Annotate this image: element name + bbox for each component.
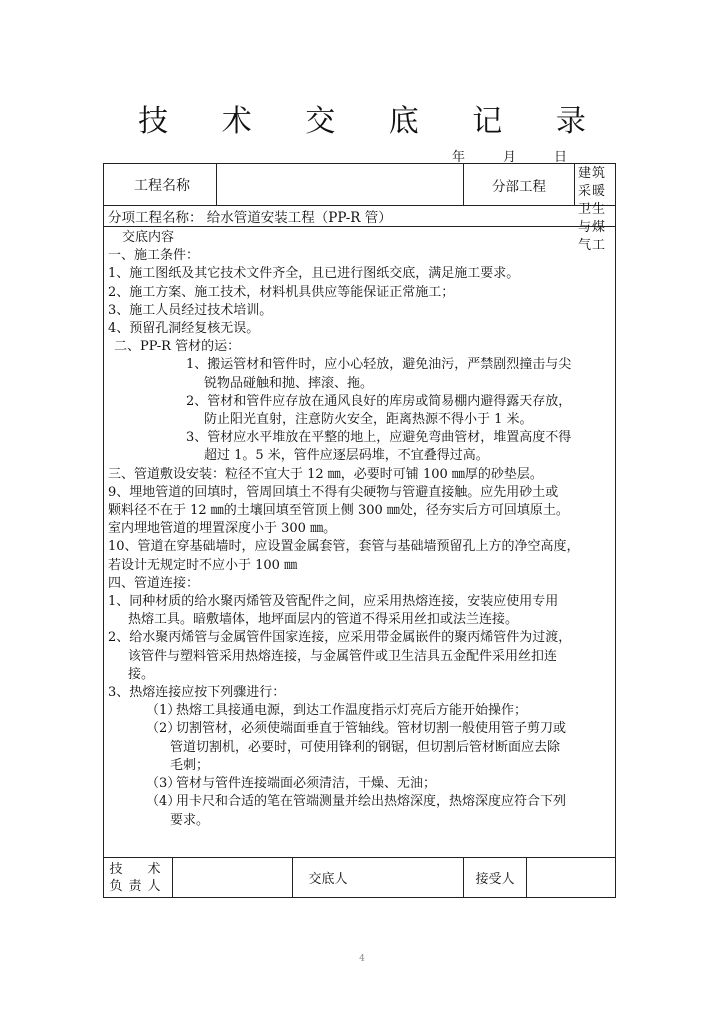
content-row [104, 227, 616, 858]
p9-line: 颗料径不在于 12 ㎜的土壤回填至管顶上侧 300 ㎜处，径夯实后方可回填原土。 [108, 503, 569, 519]
s4-item-num: 3、 [108, 685, 130, 701]
s4-item-num: 2、 [108, 630, 130, 646]
s2-item-num: 1、 [186, 357, 208, 373]
subproject-value: 给水管道安装工程（PP-R 管） [206, 210, 392, 226]
step-num: （3） [146, 776, 181, 792]
subproject-label: 分项工程名称： [108, 210, 203, 226]
step-text: 热熔工具接通电源，到达工作温度指示灯亮后方能开始操作； [176, 703, 528, 719]
s2-item-num: 3、 [186, 430, 208, 446]
s1-item: 2、施工方案、施工技术，材料机具供应等能保证正常施工； [108, 284, 455, 300]
s4-item [108, 684, 611, 702]
tech-lead-label-line1: 技 术 [109, 861, 167, 877]
content-cell [104, 227, 616, 858]
section-3-line: 三、管道敷设安装：粒径不宜大于 12 ㎜，必要时可铺 100 ㎜厚的砂垫层。 [108, 466, 543, 482]
handover-cell [292, 858, 464, 898]
s2-item-cont: 防止阳光直射，注意防火安全，距离热源不得小于 1 米。 [204, 412, 533, 428]
s2-item-text: 管材应水平堆放在平整的地上，应避免弯曲管材，堆置高度不得 [207, 430, 572, 446]
s2-item-text: 搬运管材和管件时，应小心轻放，避免油污，严禁剧烈撞击与尖 [207, 357, 572, 373]
step-text: 管材与管件连接端面必须清洁，干燥、无油； [176, 776, 437, 792]
division-label: 分部工程 [464, 164, 575, 205]
subproject-cell [104, 206, 616, 227]
project-name-label: 工程名称 [104, 164, 217, 206]
s2-item [108, 393, 611, 411]
receiver-value [527, 858, 616, 898]
s4-item-text: 同种材质的给水聚丙烯管及管配件之间，应采用热熔连接，安装应使用专用 [129, 594, 559, 610]
s4-item-text: 热熔连接应按下列骤进行： [129, 685, 286, 701]
project-name-value [216, 164, 463, 206]
tech-lead-label [104, 858, 173, 898]
header-row [104, 164, 616, 206]
s4-item [108, 593, 611, 611]
division-cell [464, 164, 615, 253]
s4-item [108, 629, 611, 647]
p9-line: 9、埋地管道的回填时，管周回填土不得有尖硬物与管避直接触。应先用砂土或 [108, 484, 559, 500]
step-cont: 管道切割机，必要时，可使用锋利的钢锯，但切割后管材断面应去除 [170, 739, 561, 755]
s2-item [108, 429, 611, 447]
p9-line: 室内埋地管道的埋置深度小于 300 ㎜。 [108, 521, 337, 537]
s1-item: 1、施工图纸及其它技术文件齐全，且已进行图纸交底，满足施工要求。 [108, 266, 520, 282]
receiver-label: 接受人 [464, 858, 527, 898]
s1-item: 3、施工人员经过技术培训。 [108, 302, 273, 318]
p10-line: 10、管道在穿基础墙时，应设置金属套管，套管与基础墙预留孔上方的净空高度， [108, 539, 580, 555]
step-item [108, 720, 611, 738]
s2-item-text: 管材和管件应存放在通风良好的库房或简易棚内避得露天存放， [207, 393, 572, 409]
content-heading: 交底内容 [122, 230, 175, 245]
s2-item-num: 2、 [186, 393, 208, 409]
s2-item [108, 356, 611, 374]
section-1-title: 一、施工条件： [108, 248, 200, 264]
tech-lead-label-line2: 负责人 [109, 878, 167, 894]
document-title: 技 术 交 底 记 录 [138, 104, 608, 139]
step-num: （1） [146, 703, 181, 719]
page-number: 4 [359, 954, 365, 964]
step-item [108, 793, 611, 811]
section-4-title: 四、管道连接： [108, 575, 200, 591]
s4-item-text: 给水聚丙烯管与金属管件国家连接，应采用带金属嵌件的聚丙烯管件为过渡， [129, 630, 572, 646]
s4-item-cont: 热熔工具。暗敷墙体，地坪面层内的管道不得采用丝扣或法兰连接。 [128, 612, 519, 628]
s4-item-cont: 该管件与塑料管采用热熔连接，与金属管件或卫生洁具五金配件采用丝扣连 [128, 648, 558, 664]
step-cont: 毛刺； [170, 757, 210, 773]
division-value: 建筑采暖卫生与煤气工 [578, 166, 607, 253]
signature-row [104, 858, 616, 898]
step-item [108, 775, 611, 793]
handover-label: 交底人 [308, 872, 348, 887]
s4-item-num: 1、 [108, 594, 130, 610]
step-text: 切割管材，必须使端面垂直于管轴线。管材切割一般使用管子剪刀或 [176, 721, 567, 737]
date-month-label: 月 [503, 150, 517, 165]
subproject-row [104, 206, 616, 227]
section-2-title: 二、PP-R 管材的运： [114, 339, 241, 355]
tech-lead-value [172, 858, 292, 898]
record-table [103, 163, 616, 898]
s4-item-cont: 接。 [128, 666, 155, 682]
step-num: （4） [146, 794, 181, 810]
step-item [108, 702, 611, 720]
s1-item: 4、预留孔洞经复核无误。 [108, 321, 260, 337]
step-cont: 要求。 [170, 812, 210, 828]
step-text: 用卡尺和合适的笔在管端测量并绘出热熔深度，热熔深度应符合下列 [176, 794, 567, 810]
date-day-label: 日 [554, 150, 568, 165]
p10-line: 若设计无规定时不应小于 100 ㎜ [108, 557, 298, 573]
s2-item-cont: 锐物品碰触和抛、摔滚、拖。 [204, 375, 374, 391]
step-num: （2） [146, 721, 181, 737]
s2-item-cont: 超过 1。5 米，管件应逐层码堆，不宜叠得过高。 [204, 448, 489, 464]
date-year-label: 年 [452, 150, 466, 165]
